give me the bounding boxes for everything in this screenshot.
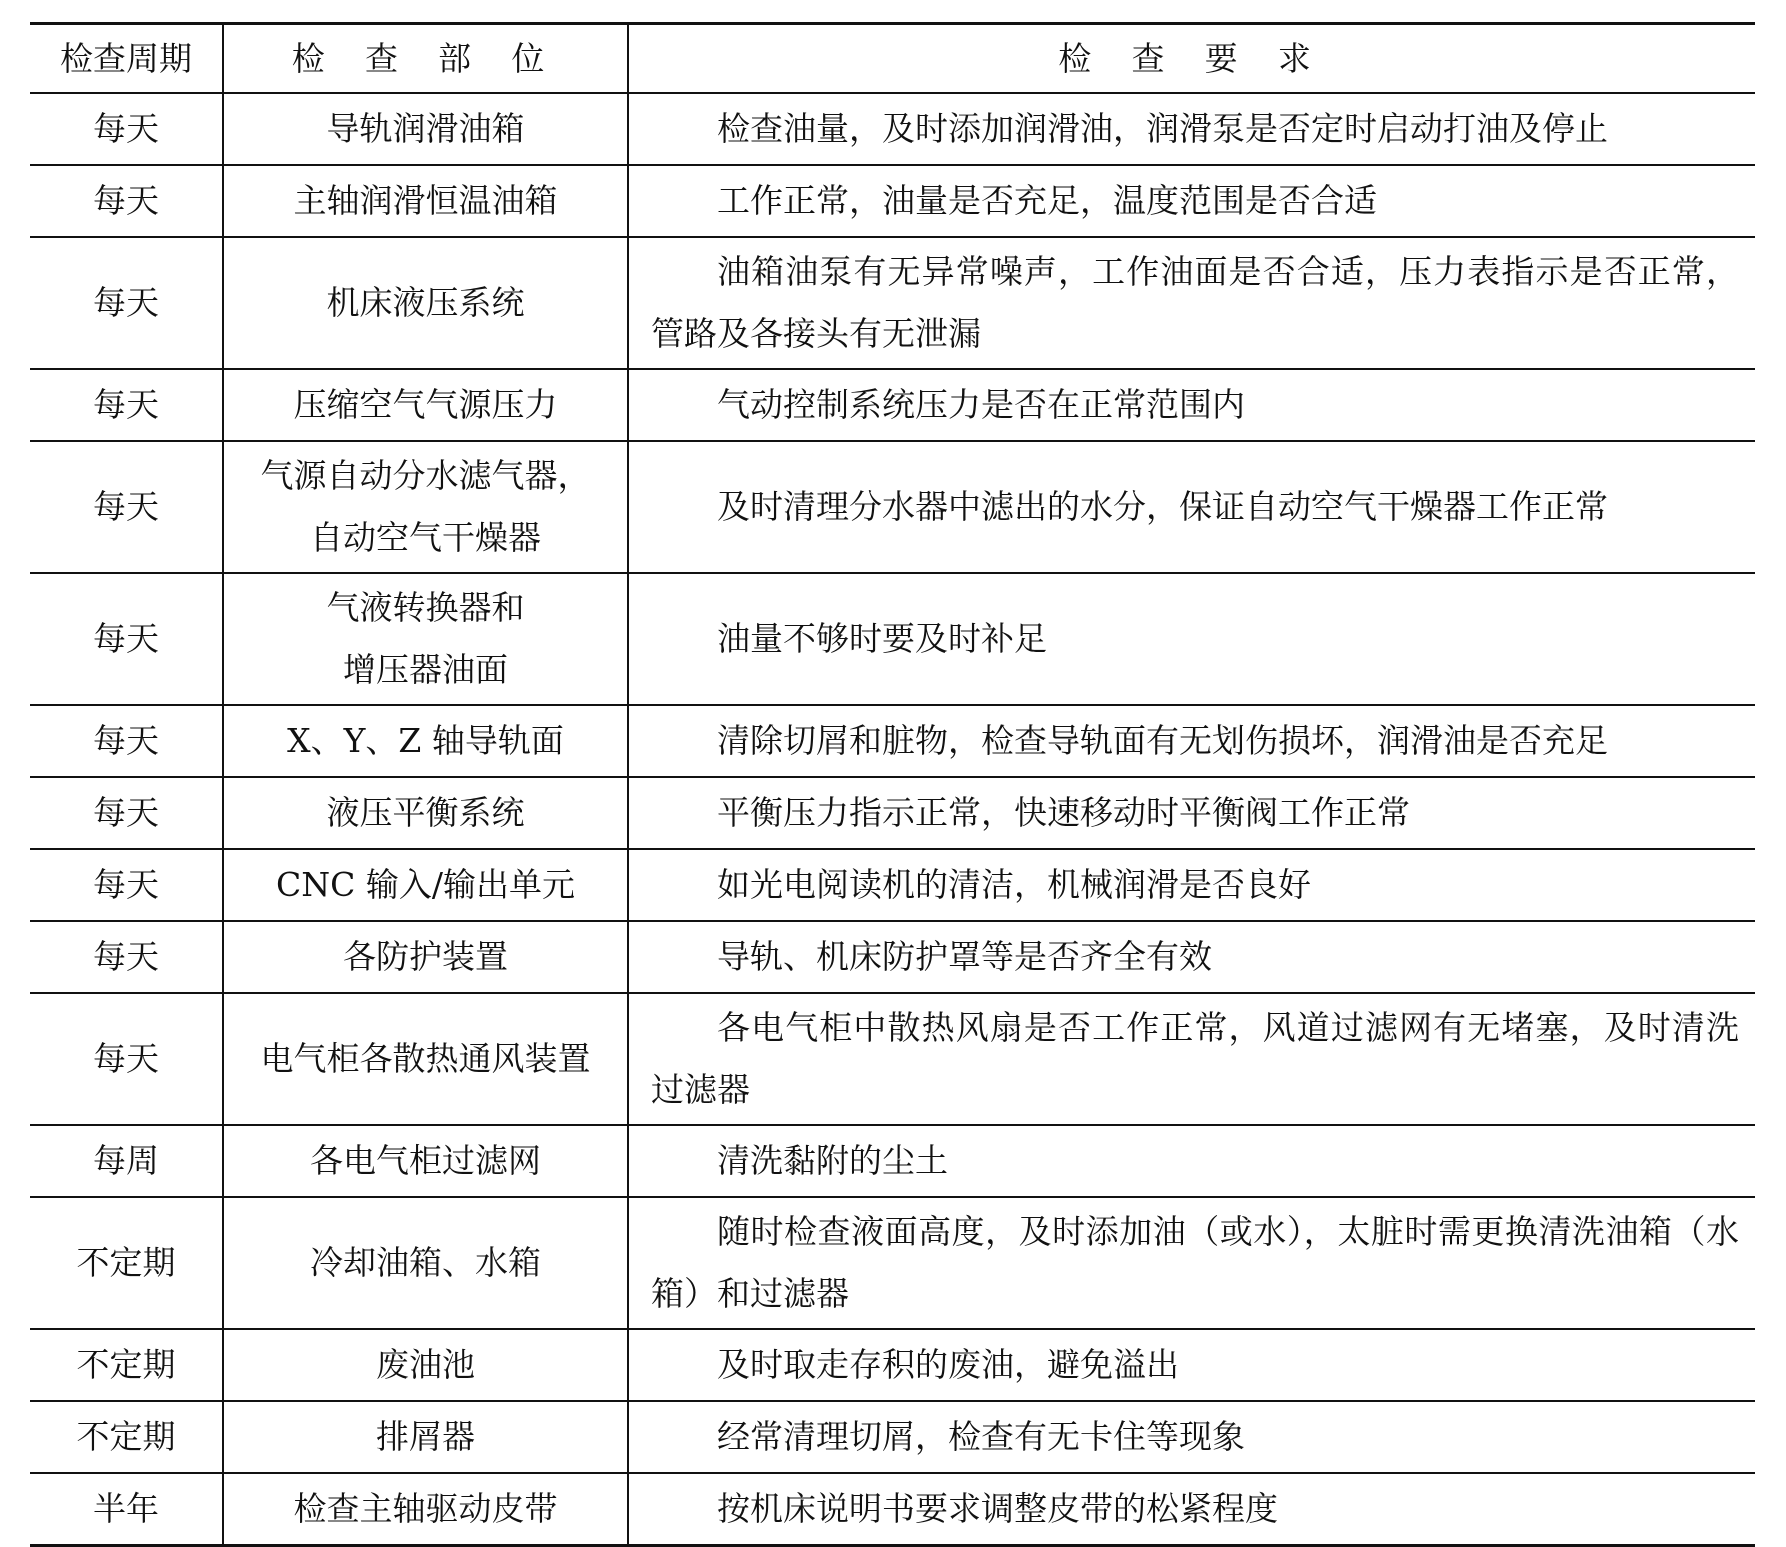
part-cell	[223, 441, 628, 573]
requirement-cell: 工作正常，油量是否充足，温度范围是否合适	[628, 165, 1755, 237]
period-cell: 半年	[30, 1473, 223, 1546]
table-row	[30, 777, 1755, 849]
part-cell: 各防护装置	[223, 921, 628, 993]
period-cell: 每天	[30, 777, 223, 849]
requirement-cell: 导轨、机床防护罩等是否齐全有效	[628, 921, 1755, 993]
table-row	[30, 993, 1755, 1125]
table-row	[30, 1197, 1755, 1329]
period-cell: 每周	[30, 1125, 223, 1197]
table-row	[30, 441, 1755, 573]
requirement-cell: 清洗黏附的尘土	[628, 1125, 1755, 1197]
part-cell: 机床液压系统	[223, 237, 628, 369]
maintenance-inspection-table	[30, 22, 1755, 1547]
requirement-cell: 气动控制系统压力是否在正常范围内	[628, 369, 1755, 441]
part-cell: 各电气柜过滤网	[223, 1125, 628, 1197]
table-row	[30, 237, 1755, 369]
part-cell: CNC 输入/输出单元	[223, 849, 628, 921]
table-row	[30, 93, 1755, 165]
period-cell: 每天	[30, 705, 223, 777]
header-row	[30, 24, 1755, 94]
requirement-cell: 及时取走存积的废油，避免溢出	[628, 1329, 1755, 1401]
part-line: 气液转换器和	[326, 588, 525, 627]
requirement-cell: 清除切屑和脏物，检查导轨面有无划伤损坏，润滑油是否充足	[628, 705, 1755, 777]
part-cell: 导轨润滑油箱	[223, 93, 628, 165]
inspection-table-container	[30, 22, 1755, 1547]
part-cell: 检查主轴驱动皮带	[223, 1473, 628, 1546]
part-cell: 冷却油箱、水箱	[223, 1197, 628, 1329]
period-cell: 每天	[30, 93, 223, 165]
period-cell: 每天	[30, 369, 223, 441]
part-line: 自动空气干燥器	[310, 518, 541, 557]
table-row	[30, 1329, 1755, 1401]
requirement-cell: 及时清理分水器中滤出的水分，保证自动空气干燥器工作正常	[628, 441, 1755, 573]
period-cell: 每天	[30, 921, 223, 993]
part-cell: 废油池	[223, 1329, 628, 1401]
requirement-cell: 检查油量，及时添加润滑油，润滑泵是否定时启动打油及停止	[628, 93, 1755, 165]
part-cell: 主轴润滑恒温油箱	[223, 165, 628, 237]
table-row	[30, 369, 1755, 441]
part-line: 气源自动分水滤气器，	[260, 456, 591, 495]
header-requirement: 检 查 要 求	[628, 24, 1755, 94]
period-cell: 每天	[30, 165, 223, 237]
part-cell: 液压平衡系统	[223, 777, 628, 849]
table-row	[30, 1125, 1755, 1197]
part-line: 增压器油面	[343, 650, 508, 689]
period-cell: 每天	[30, 849, 223, 921]
table-row	[30, 165, 1755, 237]
table-row	[30, 1401, 1755, 1473]
header-period: 检查周期	[30, 24, 223, 94]
period-cell: 每天	[30, 237, 223, 369]
table-body	[30, 93, 1755, 1546]
table-row	[30, 921, 1755, 993]
period-cell: 每天	[30, 993, 223, 1125]
part-cell: 排屑器	[223, 1401, 628, 1473]
period-cell: 不定期	[30, 1197, 223, 1329]
requirement-cell: 按机床说明书要求调整皮带的松紧程度	[628, 1473, 1755, 1546]
part-cell: 电气柜各散热通风装置	[223, 993, 628, 1125]
requirement-cell: 油箱油泵有无异常噪声，工作油面是否合适，压力表指示是否正常，管路及各接头有无泄漏	[628, 237, 1755, 369]
period-cell: 不定期	[30, 1401, 223, 1473]
table-row	[30, 573, 1755, 705]
requirement-cell: 油量不够时要及时补足	[628, 573, 1755, 705]
requirement-cell: 如光电阅读机的清洁，机械润滑是否良好	[628, 849, 1755, 921]
header-part: 检 查 部 位	[223, 24, 628, 94]
part-cell	[223, 573, 628, 705]
table-row	[30, 849, 1755, 921]
part-cell: X、Y、Z 轴导轨面	[223, 705, 628, 777]
table-header	[30, 24, 1755, 94]
period-cell: 不定期	[30, 1329, 223, 1401]
requirement-cell: 经常清理切屑，检查有无卡住等现象	[628, 1401, 1755, 1473]
period-cell: 每天	[30, 573, 223, 705]
requirement-cell: 随时检查液面高度，及时添加油（或水），太脏时需更换清洗油箱（水箱）和过滤器	[628, 1197, 1755, 1329]
part-cell: 压缩空气气源压力	[223, 369, 628, 441]
table-row	[30, 705, 1755, 777]
period-cell: 每天	[30, 441, 223, 573]
requirement-cell: 各电气柜中散热风扇是否工作正常，风道过滤网有无堵塞，及时清洗过滤器	[628, 993, 1755, 1125]
requirement-cell: 平衡压力指示正常，快速移动时平衡阀工作正常	[628, 777, 1755, 849]
